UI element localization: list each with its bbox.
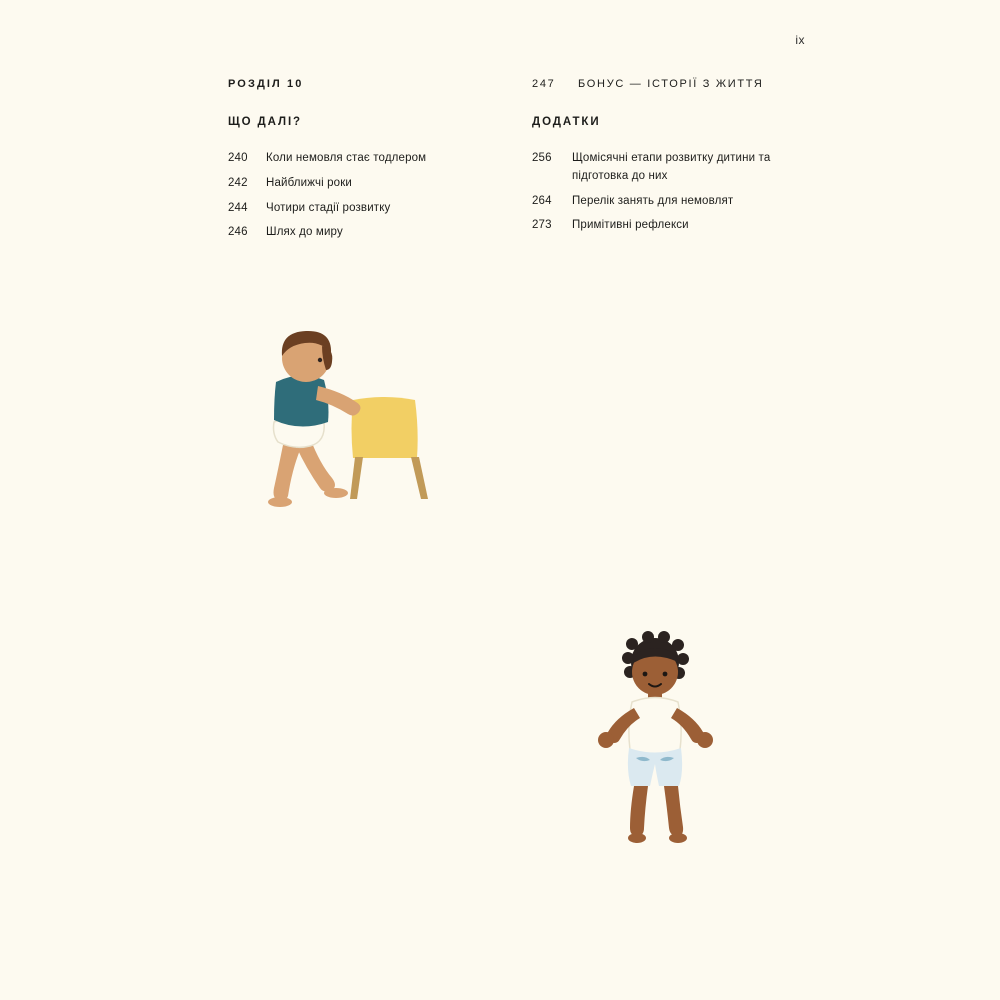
list-item[interactable]: [532, 193, 788, 211]
entry-title: Чотири стадії розвитку: [266, 201, 391, 214]
entry-title: Коли немовля стає тодлером: [266, 152, 427, 164]
entry-title: Шлях до миру: [266, 226, 343, 239]
entry-page-number: 240: [228, 152, 248, 164]
entry-page-number: 256: [532, 152, 552, 164]
list-item[interactable]: [228, 175, 484, 193]
toddler-pushing-stool-illustration: [248, 330, 458, 530]
bonus-entry[interactable]: [532, 78, 788, 90]
list-item[interactable]: [532, 217, 788, 235]
entry-title: Перелік занять для немовлят: [572, 194, 734, 207]
entry-page-number: 246: [228, 226, 248, 239]
entry-page-number: 264: [532, 194, 552, 207]
entry-title: Найближчі роки: [266, 176, 352, 189]
list-item[interactable]: [228, 150, 484, 168]
toc-right-column: [532, 78, 788, 249]
page-number: ix: [795, 33, 805, 47]
chapter-label: РОЗДІЛ 10: [228, 78, 304, 90]
table-of-contents: [228, 78, 788, 249]
toc-list-left: [228, 150, 484, 242]
entry-page-number: 244: [228, 201, 248, 214]
entry-title: Примітивні рефлекси: [572, 219, 689, 232]
entry-title: Щомісячні етапи розвитку дитини та підготовка до них: [572, 152, 771, 182]
entry-page-number: 242: [228, 176, 248, 189]
list-item[interactable]: [228, 200, 484, 218]
toddler-legs: [268, 438, 348, 507]
list-item[interactable]: [532, 150, 788, 186]
yellow-stool-shape: [350, 397, 428, 499]
section-title-appendix: ДОДАТКИ: [532, 116, 601, 128]
entry-page-number: 273: [532, 219, 552, 232]
section-title-what-next: ЩО ДАЛІ?: [228, 116, 302, 128]
toc-left-column: [228, 78, 484, 249]
bonus-title: БОНУС — ІСТОРІЇ З ЖИТТЯ: [578, 78, 764, 90]
list-item[interactable]: [228, 224, 484, 242]
toc-list-right: [532, 150, 788, 235]
bonus-page-number: 247: [532, 78, 556, 90]
standing-child-illustration: [560, 630, 750, 880]
